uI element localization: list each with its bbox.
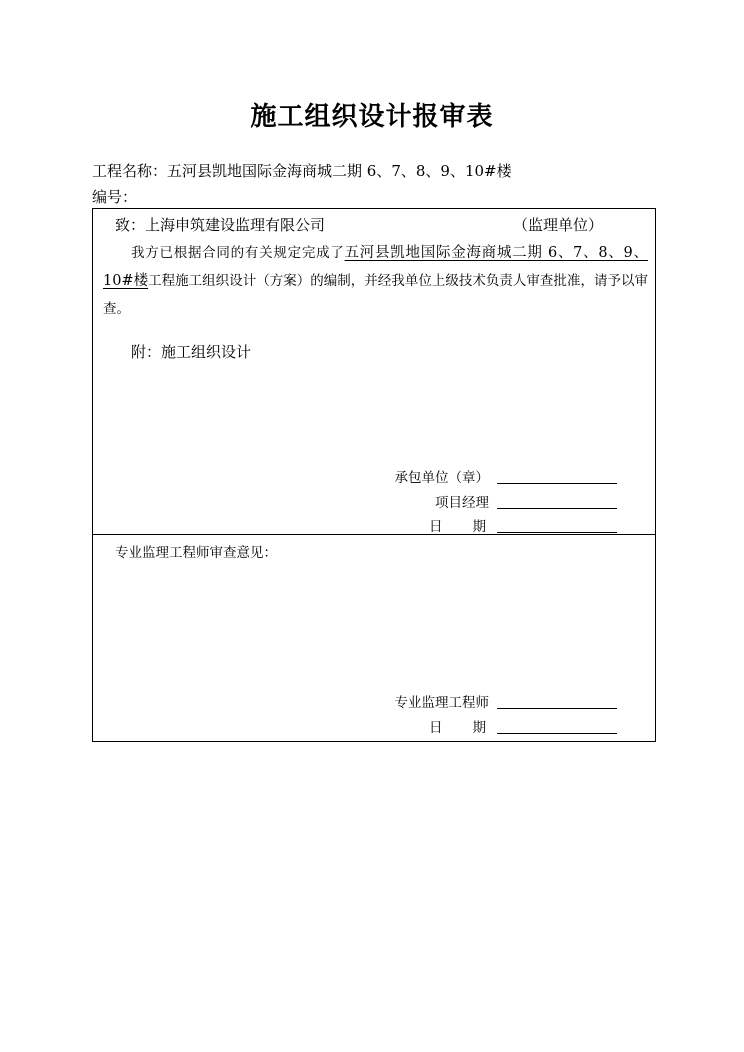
contractor-seal-line[interactable] xyxy=(497,483,617,484)
attachment-line xyxy=(131,341,251,362)
supervising-engineer-label: 专业监理工程师 xyxy=(394,695,489,711)
project-manager-label: 项目经理 xyxy=(435,495,489,511)
submission-statement xyxy=(103,239,648,323)
statement-prefix: 我方已根据合同的有关规定完成了 xyxy=(131,245,345,261)
project-name-value: 五河县凯地国际金海商城二期 6、7、8、9、10#楼 xyxy=(167,162,512,180)
statement-project-name: 五河县凯地国际金海商城二期 6、7、8、9、10#楼 xyxy=(103,245,649,289)
form-title: 施工组织设计报审表 xyxy=(250,102,494,132)
date-line-1[interactable] xyxy=(497,532,617,533)
date-char-period-2: 期 xyxy=(472,720,486,736)
date-line-2[interactable] xyxy=(497,733,617,734)
date-char-day-2: 日 xyxy=(429,720,443,736)
date-label-2 xyxy=(429,716,486,736)
attachment-prefix: 附： xyxy=(131,343,162,361)
attachment-name: 施工组织设计 xyxy=(161,343,252,361)
addressee-organization: 上海申筑建设监理有限公司 xyxy=(145,216,326,234)
statement-suffix: 工程施工组织设计（方案）的编制，并经我单位上级技术负责人审查批准，请予以审查。 xyxy=(103,273,648,317)
approval-form-table xyxy=(92,208,656,742)
addressee-line xyxy=(115,214,325,235)
section-divider xyxy=(93,534,655,535)
engineer-opinion-label: 专业监理工程师审查意见： xyxy=(115,545,277,561)
form-number-label: 编号： xyxy=(92,188,138,206)
contractor-seal-label: 承包单位（章） xyxy=(394,470,489,486)
form-number-line xyxy=(92,186,137,207)
date-char-period: 期 xyxy=(472,519,486,535)
project-manager-line[interactable] xyxy=(497,508,617,509)
date-char-day: 日 xyxy=(429,519,443,535)
date-label-1 xyxy=(429,515,486,535)
project-name-line xyxy=(92,160,512,181)
addressee-prefix: 致： xyxy=(115,216,146,234)
project-name-label: 工程名称： xyxy=(92,162,168,180)
supervising-engineer-line[interactable] xyxy=(497,708,617,709)
addressee-role: （监理单位） xyxy=(513,216,604,234)
